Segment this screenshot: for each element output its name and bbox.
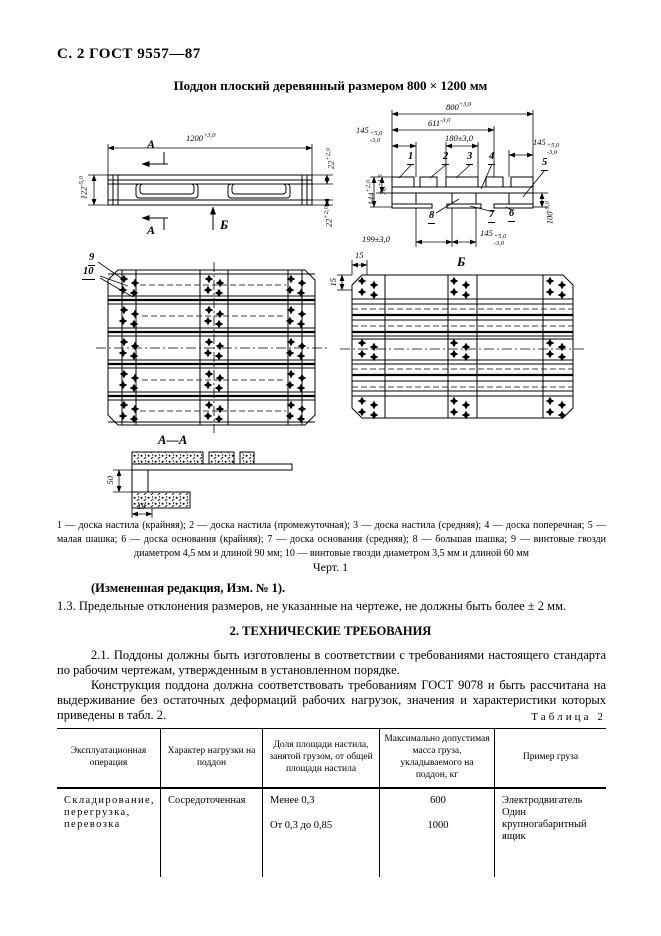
section-mark-a-top: А [147,137,156,151]
view-title-b: Б [457,254,466,269]
drawing-title: Поддон плоский деревянный размером 800 × 1200 мм [173,78,488,93]
dim-1200: $1200^{+3,0}$ [186,132,216,143]
load-table [57,728,606,877]
col-header-area-share: Доля площади настила, занятой грузом, от общей площади настила [262,729,379,789]
figure-caption: Черт. 1 [312,560,349,574]
part-label-5: 5 [541,158,548,171]
col-header-max-mass: Максимально допустимая масса груза, укладываемого на поддон, кг [379,729,494,789]
col-header-example: Пример груза [494,729,606,789]
col-header-load-type: Характер нагрузки на поддон [160,729,262,789]
section-mark-a-bottom: А [147,223,156,237]
dim-199: 199±3,0 [362,234,391,244]
table-caption: Таблица 2 [531,711,606,723]
cell-operation: Складирование, перегрузка, перевозка [64,794,156,830]
area-share-entry-1: Менее 0,3 [270,794,315,806]
dim-145-bottom: 145 +5,0 -3,0 [480,228,507,247]
dim-144: $144^{+2,0}$ [364,180,376,206]
area-share-entry-2: От 0,3 до 0,85 [270,819,333,831]
view-mark-b-arrow: Б [220,217,229,232]
page-header: С. 2 ГОСТ 9557—87 [57,46,201,62]
section-title-a-a: А—А [158,433,188,447]
col-header-operation: Эксплуатационная операция [57,729,160,789]
part-label-9: 9 [88,253,95,266]
side-view [88,144,336,230]
example-entry-2: Один крупногабаритный ящик [502,806,587,842]
technical-drawing [0,100,661,520]
dim-180: 180±3,0 [445,133,474,143]
dim-800: $800^{+3,0}$ [446,101,472,112]
dim-611: $611^{-3,0}$ [428,117,451,128]
figure-legend: 1 — доска настила (крайняя); 2 — доска настила (промежуточная); 3 — доска настила (средняя); 4 — доска поперечная; 5 — малая шашка; 6 — доска основания (крайняя); 7 — доска основания (средняя); 8 — большая шашка; 9 — винтовые гвозди диаметром 4,5 мм и длиной 90 мм; 10 — винтовые гвозди диаметром 3,5 мм и длиной 60 мм [57,520,606,559]
part-label-10: 10 [82,267,95,280]
plan-view-top [96,262,327,433]
part-label-1: 1 [407,152,414,165]
paragraph-2-1-b: Конструкция поддона должна соответствовать требованиям ГОСТ 9078 и быть рассчитана на выдерживание без остаточных деформаций рабочих нагрузок, значения и характеристики которых приведены в табл. 2. [57,678,606,722]
part-label-7: 7 [488,210,495,223]
cell-load-type: Сосредоточенная [160,789,262,877]
max-mass-entry-1: 600 [430,794,446,806]
section-2-title: 2. ТЕХНИЧЕСКИЕ ТРЕБОВАНИЯ [229,624,432,638]
paragraph-1-3: 1.3. Предельные отклонения размеров, не указанные на чертеже, не должны быть более ± 2 мм. [57,599,567,613]
cell-example [494,789,606,877]
dim-22-bottom: $22^{+2,0}$ [322,206,334,228]
dim-100: $100^{-5,0}$ [543,201,555,225]
max-mass-entry-2: 1000 [427,819,449,831]
part-label-4: 4 [488,152,495,165]
cell-area-share [262,789,379,877]
part-label-2: 2 [442,152,449,165]
amended-note: (Измененная редакция, Изм. № 1). [91,581,286,595]
dim-122: $122^{-5,0}$ [77,176,89,200]
paragraph-2-1-a: 2.1. Поддоны должны быть изготовлены в соответствии с требованиями настоящего стандарта по рабочим чертежам, утвержденным в установленном порядке. [57,648,606,677]
dim-15-horizontal: 15 [355,250,364,260]
dim-19: 19 [137,501,146,511]
dim-22-top: $22^{+2,0}$ [324,148,336,170]
dim-15-vertical: 15 [328,278,338,287]
part-label-8: 8 [428,211,435,224]
end-view [370,110,548,247]
dim-145-top-left: 145 +5,0 -3,0 [356,125,383,144]
dim-78: $78^{+1,5}$ [376,174,388,196]
example-entry-1: Электродвигатель [502,794,583,806]
part-label-3: 3 [466,152,473,165]
plan-view-bottom [337,260,585,419]
dim-145-top-right: 145 +5,0 -3,0 [533,137,560,156]
part-label-6: 6 [508,209,515,222]
cell-max-mass [379,789,494,877]
dim-50: 50 [105,476,115,485]
